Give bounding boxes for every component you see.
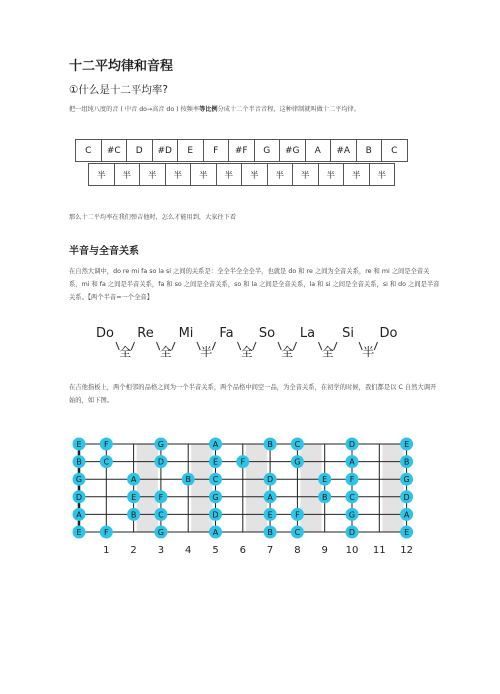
semitone-cell: 半 [191, 164, 217, 186]
remark-text: 那么十二平均率在我们弹吉他时，怎么才能用到，大家往下看 [69, 214, 237, 221]
fret-note-label: B [185, 475, 191, 485]
fret-number: 8 [294, 545, 301, 556]
scale-note-label: Re [137, 326, 154, 341]
fret-number: 3 [157, 545, 165, 556]
fret-note-label: B [403, 457, 410, 467]
note-cell: F [203, 140, 229, 162]
step-label: 全 [159, 345, 172, 359]
chromatic-note-table [75, 139, 408, 162]
fret-note-label: G [157, 440, 165, 449]
fret-note-label: A [212, 440, 219, 449]
fret-note-label: D [157, 457, 164, 467]
scale-note-label: Do [96, 326, 114, 341]
fret-number: 10 [345, 545, 359, 556]
note-cell: C [382, 140, 408, 162]
scale-note-label: La [299, 326, 316, 341]
semitone-cell: 半 [267, 164, 293, 186]
semitone-cell: 半 [318, 164, 344, 186]
semitone-cell: 半 [165, 164, 191, 186]
note-cell: G [254, 140, 280, 162]
semitone-cell: 半 [344, 164, 370, 186]
fret-note-label: F [295, 510, 300, 520]
fret-note-label: C [103, 457, 110, 467]
scale-note-label: So [258, 326, 276, 341]
semitone-cell: 半 [216, 164, 242, 186]
fret-note-label: F [240, 457, 246, 467]
fret-note-label: B [267, 440, 273, 449]
fret-note-label: G [348, 510, 356, 520]
note-cell: A [305, 140, 331, 162]
note-cell: #D [152, 140, 178, 162]
fret-note-label: E [267, 510, 273, 520]
fret-note-label: E [322, 475, 328, 485]
open-string-note-label: D [75, 492, 83, 502]
semitone-cell: 半 [369, 164, 395, 186]
fret-number: 11 [372, 545, 386, 556]
fret-note-label: A [212, 528, 219, 537]
guitar-fretboard-diagram [0, 430, 500, 560]
fret-note-label: E [131, 492, 137, 502]
fret-note-label: E [212, 457, 219, 467]
open-string-note-label: E [76, 440, 82, 449]
fret-note-label: E [404, 440, 410, 449]
scale-note-label: Si [342, 326, 354, 341]
fret-number: 7 [266, 545, 274, 556]
document-title: 十二平均律和音程 [69, 59, 174, 74]
note-row [76, 140, 408, 162]
fret-note-label: A [403, 510, 410, 520]
fret-note-label: C [294, 440, 301, 449]
scale-note-label: Mi [178, 326, 194, 341]
intro-text-start: 把一组纯八度的音 ( 中音 do→高音 do ) 按频率 [69, 106, 200, 113]
step-label: 全 [321, 345, 334, 359]
fret-number: 6 [239, 545, 246, 556]
fret-number: 9 [321, 545, 328, 556]
fret-note-label: B [267, 528, 273, 537]
fret-note-label: F [158, 492, 164, 502]
semitone-cell: 半 [293, 164, 319, 186]
step-label: 全 [281, 345, 294, 359]
fret-note-label: C [212, 475, 219, 485]
section-heading-equal-temperament: ①什么是十二平均率? [69, 84, 168, 96]
step-label: 半 [362, 345, 375, 359]
fret-number: 4 [185, 545, 192, 556]
scale-step-diagram [0, 318, 500, 374]
scale-note-label: Fa [219, 326, 234, 341]
intro-text-end: 分成十二个半音音程，这种律制就叫做十二平均律。 [217, 106, 360, 113]
fret-note-label: B [130, 510, 137, 520]
fret-note-label: F [103, 528, 109, 537]
fret-note-label: G [157, 528, 165, 537]
fret-note-label: C [294, 528, 301, 537]
fret-number: 1 [103, 545, 110, 556]
fret-note-label: D [348, 440, 356, 449]
semitone-cell: 半 [89, 164, 115, 186]
note-cell: #A [331, 140, 357, 162]
fret-inlay [300, 444, 321, 532]
open-string-note-label: G [75, 475, 83, 485]
fret-note-label: A [130, 475, 137, 485]
fret-note-label: A [267, 492, 273, 502]
step-label: 全 [119, 345, 132, 359]
note-cell: D [127, 140, 153, 162]
fret-inlay [382, 444, 403, 532]
step-label: 全 [240, 345, 253, 359]
fretboard-paragraph: 在吉他指板上，两个相邻的品格之间为一个半音关系，两个品格中间空一品，为全音关系，在初学的时候，我们都是以 C 自然大调开始的，如下图。 [69, 384, 437, 404]
note-cell: #G [280, 140, 306, 162]
fret-note-label: G [294, 457, 301, 467]
section-heading-semitone-tone: 半音与全音关系 [69, 246, 139, 257]
fret-number: 12 [400, 545, 413, 556]
note-cell: #F [229, 140, 255, 162]
fret-note-label: C [349, 492, 355, 502]
semitone-cell: 半 [242, 164, 268, 186]
fret-note-label: G [212, 492, 219, 502]
major-scale-paragraph: 在自然大调中，do re mi fa so la si 之间的关系是：全全半全全全半，也就是 do 和 re 之间为全音关系，re 和 mi 之间是全音关系，mi 和 fa 之间是半音关系，fa 和 so 之间是全音关系，so 和 la 之间是全音关系，la 和 si 之间是全音关系，si 和 do 之间是半音关系。【两个半音=一个全音】 [69, 268, 440, 301]
fret-note-label: B [321, 492, 328, 502]
open-string-note-label: A [76, 510, 82, 520]
note-cell: #C [101, 140, 127, 162]
fret-note-label: D [212, 510, 219, 520]
fret-number: 5 [212, 545, 219, 556]
fret-note-label: C [158, 510, 164, 520]
scale-note-label: Do [379, 326, 398, 341]
open-string-note-label: B [76, 457, 82, 467]
fret-note-label: F [103, 440, 109, 449]
semitone-cell: 半 [140, 164, 166, 186]
fret-note-label: G [403, 475, 410, 485]
intro-paragraph [69, 104, 360, 113]
fret-inlay [191, 444, 212, 532]
fret-note-label: D [403, 492, 410, 502]
fret-note-label: D [267, 475, 274, 485]
intro-text-emphasis: 等比例 [199, 106, 218, 113]
fret-note-label: D [348, 528, 356, 537]
semitone-row [89, 164, 395, 186]
step-label: 半 [200, 345, 213, 359]
fret-note-label: A [349, 457, 355, 467]
fret-note-label: F [349, 475, 355, 485]
semitone-table [88, 163, 395, 186]
fret-number: 2 [130, 545, 137, 556]
fret-note-label: E [404, 528, 410, 537]
note-cell: C [76, 140, 102, 162]
note-cell: B [356, 140, 382, 162]
semitone-cell: 半 [114, 164, 140, 186]
open-string-note-label: E [76, 528, 82, 537]
fret-inlay [246, 444, 267, 532]
note-cell: E [178, 140, 204, 162]
fret-inlay [137, 444, 158, 532]
